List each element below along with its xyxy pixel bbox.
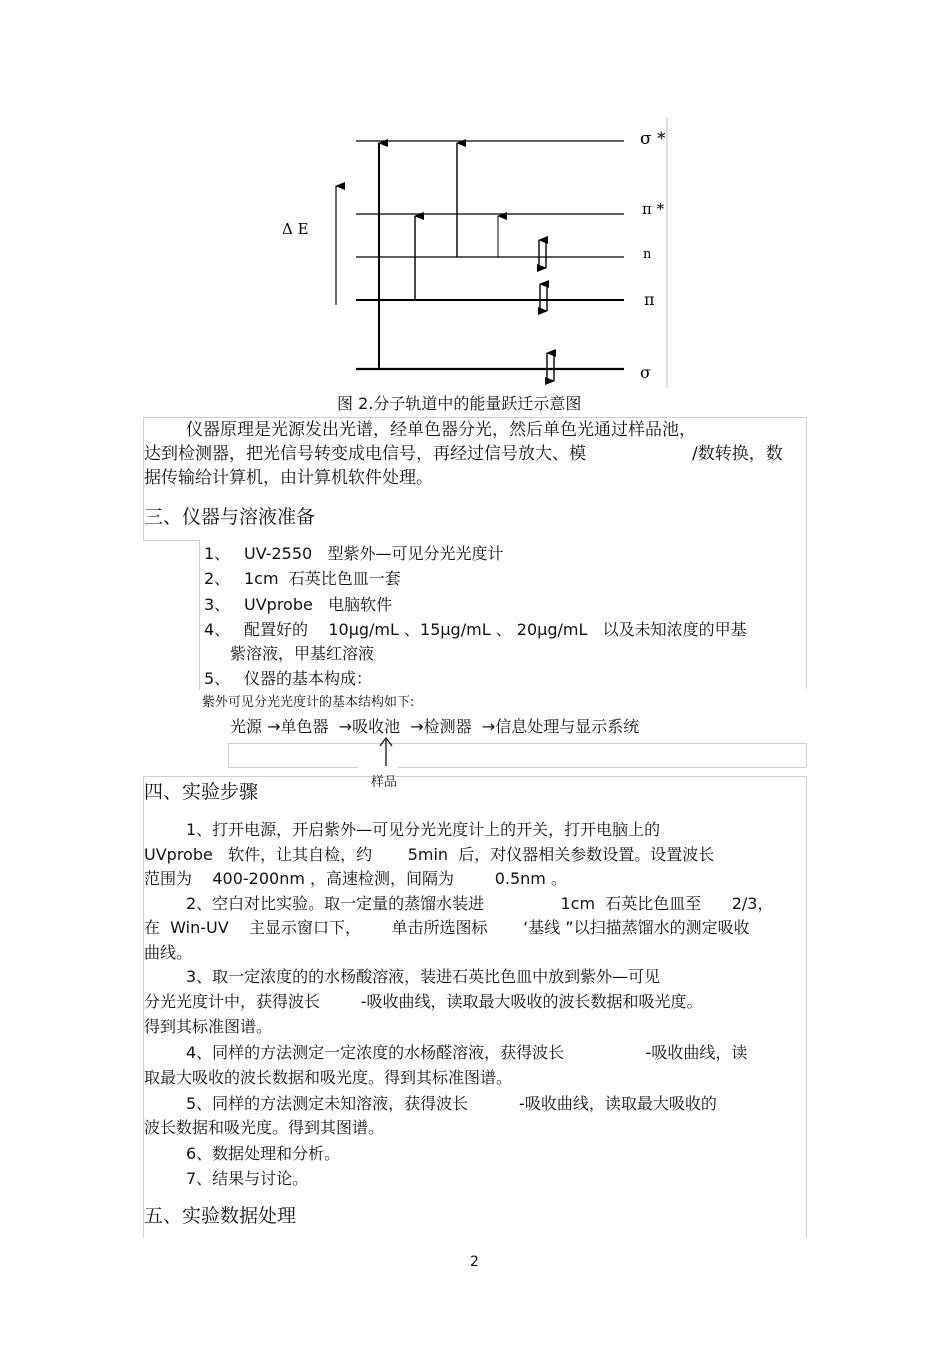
principle-line-2a: 达到检测器，把光信号转变成电信号，再经过信号放大、模 — [144, 444, 586, 464]
list-item-number: 4、 — [204, 620, 231, 639]
list-item-text: 1cm 石英比色皿一套 — [244, 569, 401, 588]
list-item-continuation: 紫溶液，甲基红溶液 — [230, 644, 375, 663]
frame-left-rule-2 — [199, 540, 200, 690]
list-item — [204, 569, 401, 589]
label-sigma: σ — [640, 363, 651, 382]
electron-pair-pi — [540, 284, 547, 311]
list-item — [204, 669, 372, 689]
flow-box-bottom-right — [398, 767, 806, 768]
step-line: 4、同样的方法测定一定浓度的水杨醛溶液，获得波长 -吸收曲线，读 — [186, 1043, 748, 1062]
list-item-number: 5、 — [204, 669, 231, 688]
step-line: 5、同样的方法测定未知溶液，获得波长 -吸收曲线，读取最大吸收的 — [186, 1094, 717, 1113]
step-line: 7、结果与讨论。 — [186, 1169, 309, 1188]
flow-box-left — [228, 743, 229, 767]
list-item — [204, 544, 503, 564]
step-line: 分光光度计中，获得波长 -吸收曲线，读取最大吸收的波长数据和吸光度。 — [144, 992, 703, 1011]
step-line: 3、取一定浓度的的水杨酸溶液，装进石英比色皿中放到紫外—可见 — [186, 967, 661, 986]
figure-caption: 图 2.分子轨道中的能量跃迁示意图 — [337, 394, 582, 413]
flow-box-right — [806, 743, 807, 767]
list-item-text: UVprobe 电脑软件 — [244, 595, 393, 614]
flow-box-bottom-left — [228, 767, 358, 768]
structure-note: 紫外可见分光光度计的基本结构如下: — [202, 695, 415, 710]
step-line: 曲线。 — [144, 943, 193, 962]
sample-arrow-icon — [378, 737, 394, 767]
step-line: 波长数据和吸光度。得到其图谱。 — [144, 1118, 385, 1137]
label-n: n — [643, 247, 652, 262]
section-5-title: 五、实验数据处理 — [144, 1205, 297, 1227]
step-line: 得到其标准图谱。 — [144, 1017, 273, 1036]
frame-mid-rule — [143, 540, 199, 541]
page-number: 2 — [470, 1254, 479, 1270]
frame-section4-top — [143, 776, 807, 777]
principle-line-2b: /数转换，数 — [692, 444, 783, 464]
section-4-title: 四、实验步骤 — [144, 781, 259, 803]
flow-box-top — [228, 743, 806, 744]
step-line: 6、数据处理和分析。 — [186, 1144, 341, 1163]
list-item-text: 仪器的基本构成： — [244, 669, 373, 688]
delta-e-label: Δ E — [282, 220, 309, 238]
principle-line-3: 据传输给计算机，由计算机软件处理。 — [144, 468, 433, 488]
step-line: 1、打开电源，开启紫外—可见分光光度计上的开关，打开电脑上的 — [186, 820, 661, 839]
section-3-title: 三、仪器与溶液准备 — [144, 506, 316, 528]
electron-pair-n — [539, 240, 546, 268]
list-item-text: UV-2550 型紫外—可见分光光度计 — [244, 544, 504, 563]
structure-flow: 光源 →单色器 →吸收池 →检测器 →信息处理与显示系统 — [230, 717, 640, 736]
label-pi: π — [644, 290, 655, 309]
list-item — [204, 595, 392, 615]
list-item-text: 配置好的 10μg/mL 、15μg/mL 、 20μg/mL 以及未知浓度的甲基 — [244, 620, 747, 639]
frame-right-rule-1 — [806, 417, 807, 689]
frame-right-rule-3 — [806, 776, 807, 1238]
list-item-number: 1、 — [204, 544, 231, 563]
step-line: 范围为 400-200nm ，高速检测，间隔为 0.5nm 。 — [144, 869, 567, 888]
label-sigma-star: σ * — [640, 129, 666, 149]
step-line: UVprobe 软件，让其自检，约 5min 后，对仪器相关参数设置。设置波长 — [144, 845, 715, 864]
step-line: 2、空白对比实验。取一定量的蒸馏水装进 1cm 石英比色皿至 2/3， — [186, 894, 774, 913]
frame-top-rule — [143, 417, 807, 418]
label-pi-star: π * — [642, 200, 665, 218]
list-item — [204, 620, 747, 640]
energy-level-diagram — [0, 0, 950, 400]
list-item-number: 3、 — [204, 595, 231, 614]
principle-line-1: 仪器原理是光源发出光谱，经单色器分光，然后单色光通过样品池， — [186, 420, 696, 440]
step-line: 取最大吸收的波长数据和吸光度。得到其标准图谱。 — [144, 1068, 513, 1087]
sample-label: 样品 — [371, 775, 398, 790]
list-item-number: 2、 — [204, 569, 231, 588]
step-line: 在 Win-UV 主显示窗口下， 单击所选图标 ‘基线 ”以扫描蒸馏水的测定吸收 — [144, 918, 750, 937]
electron-pair-sigma — [547, 353, 554, 381]
